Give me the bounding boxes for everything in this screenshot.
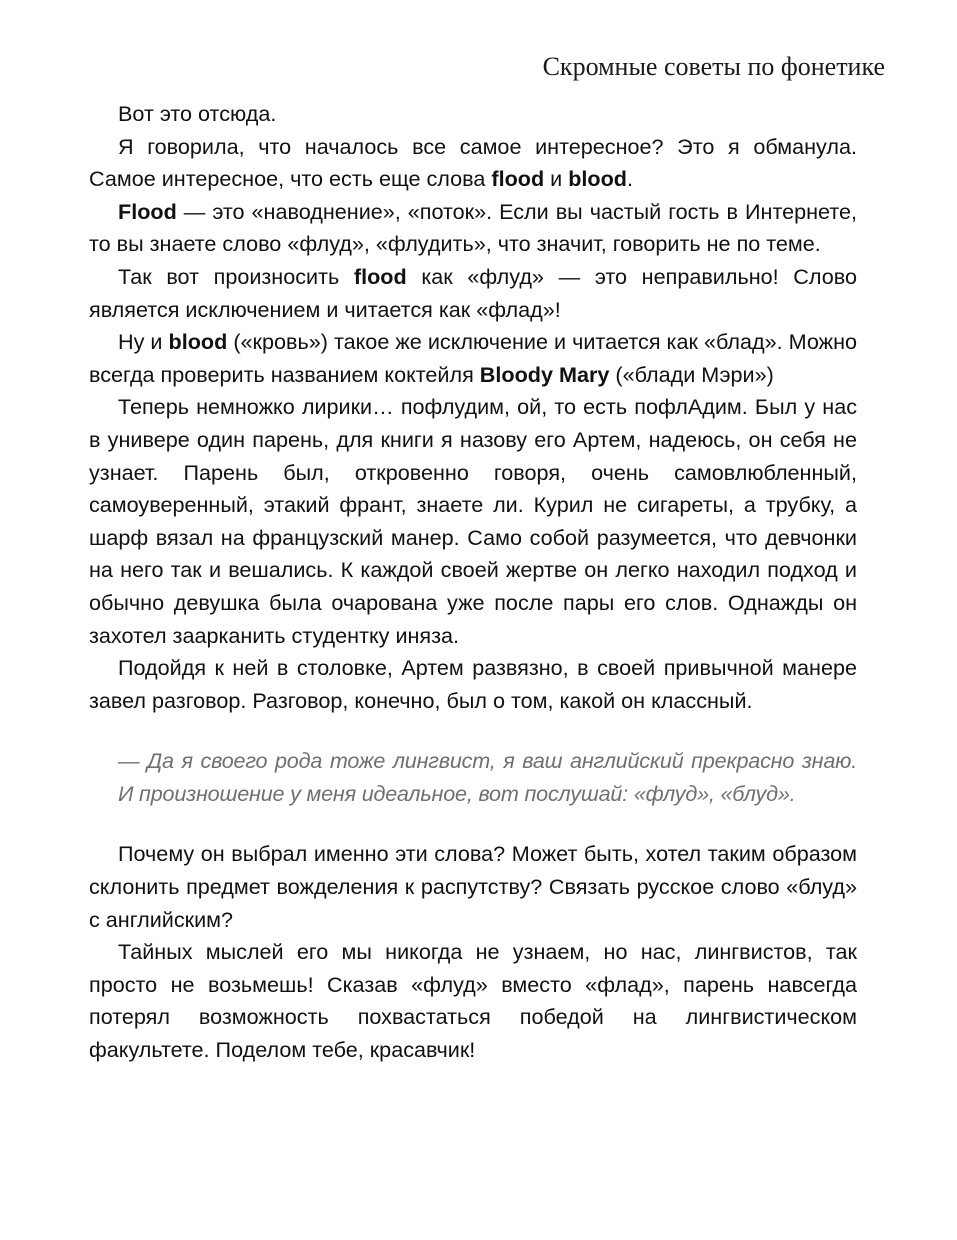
p4-text-after: как «флуд» — это неправильно! Слово является исключением и читается как «флад»! — [89, 263, 857, 322]
paragraph-4 — [89, 261, 857, 326]
p3-word-flood: Flood — [118, 198, 177, 224]
paragraph-3 — [89, 196, 857, 261]
p3-text-after: — это «наводнение», «поток». Если вы частый гость в Интернете, то вы знаете слово «флуд», «флудить», что значит, говорить не по теме. — [89, 198, 857, 257]
paragraph-7: Подойдя к ней в столовке, Артем развязно, в своей привычной манере завел разговор. Разговор, конечно, был о том, какой он классный. — [89, 655, 857, 713]
paragraph-5 — [89, 326, 857, 391]
paragraph-1: Вот это отсюда. — [118, 101, 277, 126]
p2-text-after: . — [627, 166, 633, 192]
p5-text-after: («блади Мэри») — [609, 361, 774, 387]
paragraph-6: Теперь немножко лирики… пофлудим, ой, то есть пофлАдим. Был у нас в универе один парень, для книги я назову его Артем, надеюсь, он себя не узнает. Парень был, откровенно говоря, очень самовлюбленный, самоуверенный, этакий франт, знаете ли. Курил не сигареты, а трубку, а шарф вязал на французский манер. Само собой разумеется, что девчонки на него так и вешались. К каждой своей жертве он легко находил подход и обычно девушка была очарована уже после пары его слов. Однажды он захотел заарканить студентку иняза. — [89, 394, 857, 648]
p2-word-flood: flood — [491, 166, 545, 192]
p2-word-blood: blood — [568, 166, 627, 192]
page-body — [89, 98, 857, 1067]
dialogue-quote: — Да я своего рода тоже лингвист, я ваш английский прекрасно знаю. И произношение у меня идеальное, вот послушай: «флуд», «блуд». — [118, 748, 857, 806]
running-header: Скромные советы по фонетике — [542, 52, 885, 81]
p5-text-before: Ну и — [118, 329, 169, 355]
p5-word-bloody-mary: Bloody Mary — [479, 361, 610, 387]
p2-text-before: Я говорила, что началось все самое интересное? Это я обманула. Самое интересное, что есть еще слова — [89, 133, 857, 192]
p5-word-blood: blood — [168, 329, 228, 355]
paragraph-2 — [89, 131, 857, 196]
p5-text-mid: («кровь») такое же исключение и читается как «блад». Можно всегда проверить названием коктейля — [89, 329, 858, 387]
p2-text-mid: и — [544, 166, 569, 192]
paragraph-9: Тайных мыслей его мы никогда не узнаем, но нас, лингвистов, так просто не возьмешь! Сказав «флуд» вместо «флад», парень навсегда потерял возможность похвастаться победой на лингвистическом факультете. Поделом тебе, красавчик! — [89, 939, 857, 1063]
p4-word-flood: flood — [353, 263, 407, 289]
paragraph-8: Почему он выбрал именно эти слова? Может быть, хотел таким образом склонить предмет вожделения к распутству? Связать русское слово «блуд» с английским? — [89, 841, 857, 932]
p4-text-before: Так вот произносить — [118, 263, 354, 289]
